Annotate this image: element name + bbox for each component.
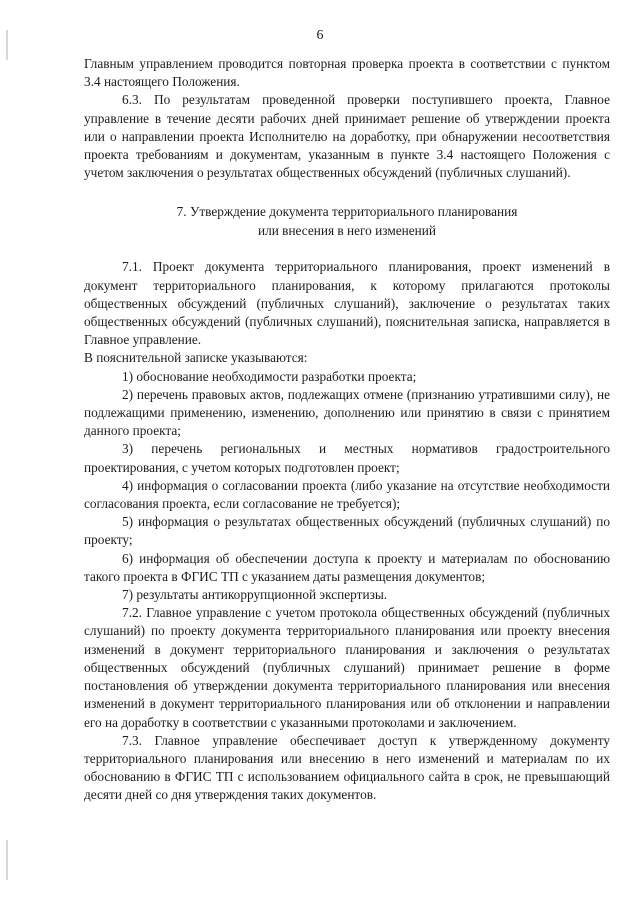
list-item-6: 6) информация об обеспечении доступа к проекту и материалам по обоснованию такого проекта в ФГИС ТП с указанием даты размещения документов;	[84, 550, 610, 584]
section-heading-line1: 7. Утверждение документа территориального планирования	[176, 204, 518, 220]
list-item-4: 4) информация о согласовании проекта (либо указание на отсутствие необходимости согласования проекта, если согласование не требуется);	[84, 477, 610, 512]
paragraph-7-3: 7.3. Главное управление обеспечивает доступ к утвержденному документу территориального планирования или внесению в него изменений и материалам по их обоснованию в ФГИС ТП с использованием официального сайта в срок, не превышающий десяти дней со дня утверждения таких документов.	[84, 732, 610, 803]
list-item-3: 3) перечень региональных и местных нормативов градостроительного проектирования, с учетом которых подготовлен проект;	[84, 441, 610, 475]
paragraph-7-2: 7.2. Главное управление с учетом протокола общественных обсуждений (публичных слушаний) по проекту документа территориального планирования или проекту внесения изменений в документ территориального планирования и заключения о результатах общественных обсуждений (публичных слушаний) принимает решение в форме постановления об утверждении документа территориального планирования или внесения изменений в документ территориального планирования или об отклонении и направлении его на доработку в соответствии с указанными протоколами и заключением.	[84, 605, 610, 730]
scan-margin-mark-bottom	[6, 840, 8, 880]
document-body	[84, 55, 610, 805]
paragraph-7-1: 7.1. Проект документа территориального планирования, проект изменений в документ территориального планирования, к которому прилагаются протоколы общественных обсуждений (публичных слушаний), заключение о результатах таких общественных обсуждений (публичных слушаний), пояснительная записка, направляется в Главное управление.	[84, 259, 610, 348]
paragraph-continuation: Главным управлением проводится повторная проверка проекта в соответствии с пунктом 3.4 настоящего Положения.	[84, 56, 610, 90]
paragraph-6-3: 6.3. По результатам проведенной проверки поступившего проекта, Главное управление в течение десяти рабочих дней принимает решение об утверждении проекта или о направлении проекта Исполнителю на доработку, при обнаружении несоответствия проекта требованиям и документам, указанным в пункте 3.4 настоящего Положения с учетом заключения о результатах общественных обсуждений (публичных слушаний).	[84, 92, 610, 181]
section-7-heading	[84, 202, 610, 240]
list-item-1: 1) обоснование необходимости разработки проекта;	[122, 368, 417, 384]
page-number: 6	[316, 28, 324, 43]
paragraph-7-1-intro: В пояснительной записке указываются:	[84, 350, 308, 366]
section-heading-line2: или внесения в него изменений	[257, 223, 437, 239]
list-item-7: 7) результаты антикоррупционной экспертизы.	[122, 587, 388, 603]
list-item-5: 5) информация о результатах общественных обсуждений (публичных слушаний) по проекту;	[84, 514, 610, 548]
list-item-2: 2) перечень правовых актов, подлежащих отмене (признанию утратившими силу), не подлежащими применению, изменению, дополнению или принятию в связи с принятием данного проекта;	[84, 386, 610, 439]
